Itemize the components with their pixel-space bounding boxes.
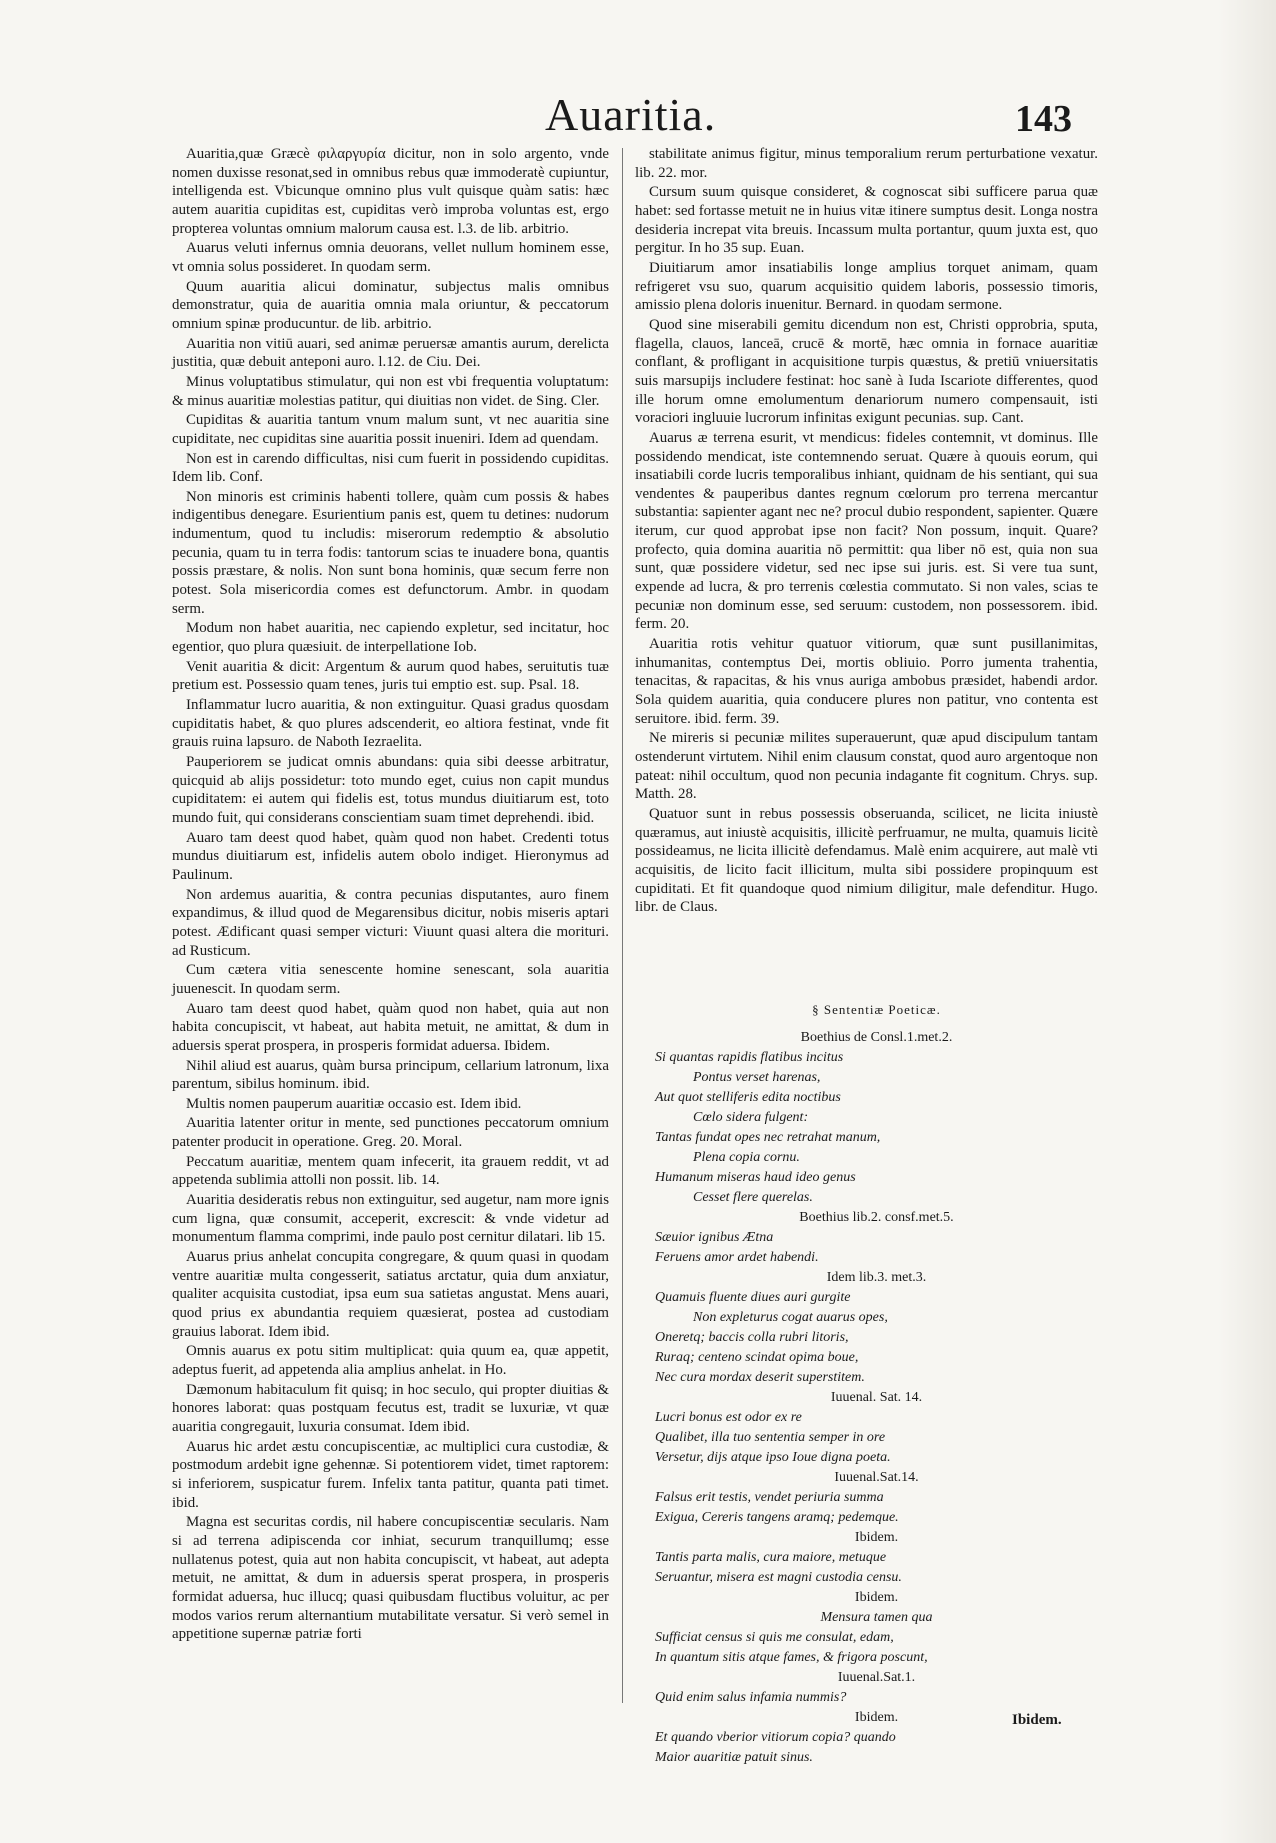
page-number: 143 xyxy=(1015,98,1072,140)
paragraph: Ne mireris si pecuniæ milites superauerunt, quæ apud discipulum tantam ostenderunt virtutem. Nihil enim clausum constat, quod auro argentoque non pateat: nihil occultum, quod non pecunia indagante fit cognitum. Chrys. sup. Matth. 28. xyxy=(635,730,1098,803)
paragraph: Modum non habet auaritia, nec capiendo expletur, sed incitatur, hoc egentior, quo plura quæsiuit. de interpellatione Iob. xyxy=(172,620,609,656)
paragraph: Auaro tam deest quod habet, quàm quod non habet, quia aut non habita concupiscit, vt habeat, aut habita metuit, ne amittat, & dum in aduersis sperat prospera, in prosperis formidat aduersa. Ibidem. xyxy=(172,1000,609,1054)
paragraph: Diuitiarum amor insatiabilis longe amplius torquet animam, quam refrigeret vsu suo, quarum acquisitio quidem laboris, possessio timoris, amissio plena doloris inuenitur. Bernard. in quodam sermone. xyxy=(635,259,1098,314)
paragraph: Multis nomen pauperum auaritiæ occasio est. Idem ibid. xyxy=(186,1095,522,1112)
poem-line: Sufficiat census si quis me consulat, edam, xyxy=(655,1630,894,1645)
poem-line: Humanum miseras haud ideo genus xyxy=(655,1170,856,1185)
poem-line: In quantum sitis atque fames, & frigora poscunt, xyxy=(655,1650,928,1665)
paragraph: Minus voluptatibus stimulatur, qui non est vbi frequentia voluptatum: & minus auaritiæ molestias patitur, qui diuitias non videt. de Sing. Cler. xyxy=(172,373,609,409)
poem-line: Maior auaritiæ patuit sinus. xyxy=(655,1750,813,1765)
paragraph: Auaritia rotis vehitur quatuor vitiorum, quæ sunt pusillanimitas, inhumanitas, contemptus Dei, mortis obliuio. Porro jumenta trahentia, tenacitas, & rapacitas, & his vnus auriga ambobus præsidet, habendi ardor. Sola quidem auaritia, quia conducere plures non patitur, vno contenta est seruitore. ibid. ferm. 39. xyxy=(635,636,1098,727)
poem-source: Boethius de Consl.1.met.2. xyxy=(800,1030,953,1045)
running-head-title: Auaritia. xyxy=(545,89,717,140)
poem-line: Cesset flere querelas. xyxy=(693,1190,813,1205)
paragraph: Auaritia latenter oritur in mente, sed punctiones peccatorum omnium patenter producit in operatione. Greg. 20. Moral. xyxy=(172,1115,609,1151)
poem-source: Iuuenal.Sat.14. xyxy=(834,1470,919,1485)
poem-line: Seruantur, misera est magni custodia censu. xyxy=(655,1570,902,1585)
paragraph: Nihil aliud est auarus, quàm bursa principum, cellarium latronum, lixa parentum, sibilus hominum. ibid. xyxy=(172,1057,609,1093)
poem-line: Plena copia cornu. xyxy=(693,1150,800,1165)
paragraph: Auarus prius anhelat concupita congregare, & quum quasi in quodam ventre auaritiæ multa congesserit, satiatus arctatur, quia dum anxiatur, qualiter acquisita custodiat, ipsa eum sua satietas angustat. Mens auari, quod prius ex abundantia requiem quæsierat, postea ad custodiam grauius laborat. Idem ibid. xyxy=(172,1249,609,1340)
poem-line: Tantis parta malis, cura maiore, metuque xyxy=(655,1550,887,1565)
poem-source: Boethius lib.2. consf.met.5. xyxy=(799,1210,954,1225)
paragraph: Quod sine miserabili gemitu dicendum non est, Christi opprobria, sputa, flagella, clauos, lanceā, crucē & mortē, hæc omnia in fornace auaritiæ conflant, & profligant in acquisitione turpis quæstus, & pretiū vniuersitatis suis marsupijs includere festinat: hoc sanè à Iuda Iscariote differentes, quod ille horum omne emolumentum denariorum numero compensauit, isti voraciori ingluuie lucrorum infinitas exigunt pecunias. sup. Cant. xyxy=(635,316,1098,427)
poem-line: Versetur, dijs atque ipso Ioue digna poeta. xyxy=(655,1450,891,1465)
right-text-column xyxy=(635,145,1098,918)
poem-line: Quamuis fluente diues auri gurgite xyxy=(655,1290,851,1305)
paragraph: Quatuor sunt in rebus possessis obseruanda, scilicet, ne licita iniustè quæramus, aut iniustè acquisitis, illicitè perfruamur, ne multa, quamuis licitè possideamus, ne licita illicitè defendamus. Malè enim acquirere, aut malè vti acquisitis, de licito facit illicitum, multa sibi possidere propinquum est cupiditati. Et fit quandoque quod nimium diligitur, male defenditur. Hugo. libr. de Claus. xyxy=(635,805,1098,916)
paragraph: Auaro tam deest quod habet, quàm quod non habet. Credenti totus mundus diuitiarum est, infidelis autem obolo indiget. Hieronymus ad Paulinum. xyxy=(172,829,609,883)
poem-lines xyxy=(655,1028,1098,1768)
paragraph: Auaritia desideratis rebus non extinguitur, sed augetur, nam more ignis cum ligna, quæ consumit, acceperit, excrescit: & vnde videtur ad monumentum flamma comprimi, inde paulo post cernitur dilatari. lib 15. xyxy=(172,1192,609,1246)
paragraph: Cupiditas & auaritia tantum vnum malum sunt, vt nec auaritia sine cupiditate, nec cupiditas sine auaritia possit inueniri. Idem ad quendam. xyxy=(172,412,609,447)
poem-line: Lucri bonus est odor ex re xyxy=(655,1410,802,1425)
paragraph: Quum auaritia alicui dominatur, subjectus malis omnibus demonstratur, quia de auaritia omnia mala oriuntur, & peccatorum omnium spinæ producuntur. de lib. arbitrio. xyxy=(172,278,609,332)
paragraph: Venit auaritia & dicit: Argentum & aurum quod habes, seruitutis tuæ pretium est. Possessio quam tenes, juris tui emptio est. sup. Psal. 18. xyxy=(172,658,609,694)
paragraph: Cursum suum quisque consideret, & cognoscat sibi sufficere parua quæ habet: sed fortasse metuit ne in huius vitæ itinere sumptus desit. Longa nostra desideria increpat vita breuis. Incassum multa portantur, quum juxta est, quo pergitur. In ho 35 sup. Euan. xyxy=(635,184,1098,257)
column-divider xyxy=(622,148,623,1703)
poem-line: Aut quot stelliferis edita noctibus xyxy=(655,1090,841,1105)
poem-source: Iuuenal. Sat. 14. xyxy=(830,1390,923,1405)
poem-line: Qualibet, illa tuo sententia semper in ore xyxy=(655,1430,886,1445)
paragraph: Auarus hic ardet æstu concupiscentiæ, ac multiplici cura custodiæ, & postmodum ardebit igne gehennæ. Si potentiorem videt, timet raptorem: si inferiorem, suspicatur furem. Infelix tanta patitur, quanta pati timet. ibid. xyxy=(172,1438,609,1511)
poem-line: Oneretq; baccis colla rubri litoris, xyxy=(655,1330,849,1345)
poem-source: Ibidem. xyxy=(854,1590,899,1605)
poem-line: Sæuior ignibus Ætna xyxy=(655,1230,774,1245)
paragraph: Non ardemus auaritia, & contra pecunias disputantes, auro finem expandimus, & illud quod de Megarensibus dicitur, nobis miseris aptari potest. Ædificant quasi semper victuri: Viuunt quasi altera die morituri. ad Rusticum. xyxy=(172,886,609,959)
poem-line: Et quando vberior vitiorum copia? quando xyxy=(655,1730,896,1745)
paragraph: Non est in carendo difficultas, nisi cum fuerit in possidendo cupiditas. Idem lib. Conf. xyxy=(172,450,609,486)
poetic-sentences-section xyxy=(655,1000,1098,1768)
poem-source: Ibidem. xyxy=(854,1710,899,1725)
paragraph: Peccatum auaritiæ, mentem quam infecerit, ita grauem reddit, vt ad appetenda sublimia attolli non possit. lib. 14. xyxy=(172,1153,609,1189)
poem-line: Tantas fundat opes nec retrahat manum, xyxy=(655,1130,881,1145)
paragraph: Inflammatur lucro auaritia, & non extinguitur. Quasi gradus quosdam cupiditatis habet, & quo plures adscenderit, eo altiora festinat, vnde fit grauis ruina lapsuro. de Naboth Iezraelita. xyxy=(172,697,609,751)
poem-line: Feruens amor ardet habendi. xyxy=(655,1250,819,1265)
paragraph: Dæmonum habitaculum fit quisq; in hoc seculo, qui propter diuitias & honores laborat: quas postquam fecutus est, tradit se luxuriæ, vt quæ auaritia congregauit, luxuria consumat. Idem ibid. xyxy=(172,1381,609,1435)
poem-source: Ibidem. xyxy=(854,1530,899,1545)
paragraph: Pauperiorem se judicat omnis abundans: quia sibi deesse arbitratur, quicquid ab alijs possidetur: toto mundo eget, cuius non capit mundus cupiditatem: ei autem qui fidelis est, totus mundus diuitiarum est, toto mundo fuit, qui considerans conscientiam suam timet deprehendi. ibid. xyxy=(172,754,609,826)
paragraph: Non minoris est criminis habenti tollere, quàm cum possis & habes indigentibus denegare. Esurientium panis est, quem tu detines: nudorum indumentum, quod tu includis: miserorum redemptio & absolutio pecunia, quam tu in terra fodis: tantorum scias te inuadere bona, quantis possis præstare, & nolis. Non sunt bona hominis, quæ secum ferre non potest. Sola misericordia comes est defunctorum. Ambr. in quodam serm. xyxy=(172,488,609,617)
paragraph: Auaritia non vitiū auari, sed animæ peruersæ amantis aurum, derelicta justitia, quæ debuit anteponi auro. l.12. de Ciu. Dei. xyxy=(172,335,609,371)
paragraph: Magna est securitas cordis, nil habere concupiscentiæ secularis. Nam si ad terrena adipiscenda cor inhiat, securum tranquillumq; esse nullatenus potest, quia aut non habita concupiscit, vt habeat, aut adepta metuit, ne amittat, & dum in aduersis sperat prospera, in prosperis formidat aduersa, huc illucq; quasi quibusdam fluctibus voluitur, ac per modos varios rerum alternantium mutabilitate versatur. Si verò semel in appetitione supernæ patriæ forti xyxy=(172,1514,609,1643)
left-text-column xyxy=(172,145,609,1645)
poem-line: Pontus verset harenas, xyxy=(693,1070,821,1085)
poem-line: Exigua, Cereris tangens aramq; pedemque. xyxy=(655,1510,899,1525)
page-edge-shadow xyxy=(1218,0,1276,1843)
section-heading: § Sententiæ Poeticæ. xyxy=(812,1002,941,1017)
paragraph: Auarus æ terrena esurit, vt mendicus: fideles contemnit, vt dominus. Ille possidendo mendicat, iste contemnendo seruat. Quære à quouis eorum, qui insatiabili corde lucris temporalibus inhiant, quidnam de his sentiant, qui sua vendentes & pauperibus dantes regnum cœlorum pro terrena mercantur substantia: sapienter agant nec ne? procul dubio respondent, sapienter. Quære iterum, cur quod approbat ipse non facit? Non possum, inquit. Quare? profecto, quia domina auaritia nō permittit: qua liber nō est, quia non sua sunt, quæ possidere videtur, sed nec ipse sui juris. est. Si vere tua sunt, expende ad lucra, & pro terrenis cœlestia commutato. Si non vales, scias te pecuniæ non dominum esse, sed seruum: custodem, non possessorem. ibid. ferm. 20. xyxy=(635,429,1098,633)
paragraph: Auaritia,quæ Græcè φιλαργυρία dicitur, non in solo argento, vnde nomen duxisse resonat,sed in omnibus rebus quæ immoderatè cupiuntur, intelligenda est. Vbicunque omnino plus vult quisque quàm satis: hæc autem auaritia cupiditas est, cupiditas verò improba voluntas est, ergo propterea voluntas omnium malorum causa est. l.3. de lib. arbitrio. xyxy=(172,146,609,237)
poem-source: Idem lib.3. met.3. xyxy=(826,1270,927,1285)
poem-line: Ruraq; centeno scindat opima boue, xyxy=(655,1350,859,1365)
poem-line: Falsus erit testis, vendet periuria summa xyxy=(655,1490,884,1505)
catchword: Ibidem. xyxy=(1012,1712,1062,1728)
paragraph: Auarus veluti infernus omnia deuorans, vellet nullum hominem esse, vt omnia solus possideret. In quodam serm. xyxy=(172,240,609,275)
paragraph: stabilitate animus figitur, minus temporalium rerum perturbatione vexatur. lib. 22. mor. xyxy=(635,146,1098,181)
poem-line: Non expleturus cogat auarus opes, xyxy=(693,1310,888,1325)
poem-source: Iuuenal.Sat.1. xyxy=(837,1670,916,1685)
poem-line: Cœlo sidera fulgent: xyxy=(693,1110,809,1125)
paragraph: Omnis auarus ex potu sitim multiplicat: quia quum ea, quæ appetit, adeptus fuerit, ad appetenda alia amplius anhelat. in Ho. xyxy=(172,1343,609,1378)
poem-line: Quid enim salus infamia nummis? xyxy=(655,1690,847,1705)
paragraph: Cum cætera vitia senescente homine senescant, sola auaritia juuenescit. In quodam serm. xyxy=(172,962,609,997)
poem-line: Si quantas rapidis flatibus incitus xyxy=(655,1050,844,1065)
poem-line: Mensura tamen qua xyxy=(820,1610,933,1625)
poem-line: Nec cura mordax deserit superstitem. xyxy=(655,1370,865,1385)
